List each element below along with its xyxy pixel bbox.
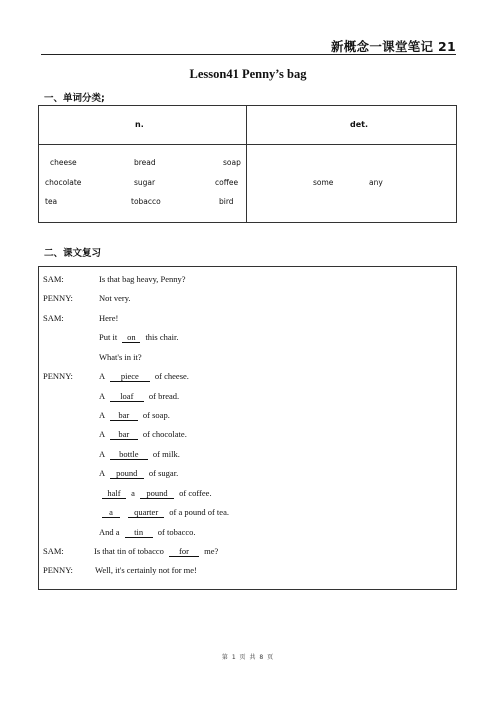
fill-blank-answer: a: [102, 507, 120, 518]
speaker-label: PENNY:: [43, 371, 73, 381]
speaker-label: PENNY:: [43, 565, 73, 575]
page-footer: 第 1 页 共 8 页: [221, 654, 275, 661]
line-text: A: [99, 468, 107, 478]
line-text: Here!: [99, 313, 119, 323]
dialogue-line: [99, 332, 179, 343]
noun-cheese: cheese: [50, 158, 77, 167]
line-text: Is that tin of tobacco: [94, 546, 166, 556]
dialogue-line: [99, 488, 212, 499]
line-text: A: [99, 449, 107, 459]
line-text: of tobacco.: [155, 527, 196, 537]
line-text: of coffee.: [177, 488, 212, 498]
line-text: of cheese.: [152, 371, 189, 381]
table-header-rule: [39, 144, 456, 145]
dialogue-line: [99, 449, 180, 460]
speaker-label: SAM:: [43, 313, 64, 323]
dialogue-line: [99, 429, 187, 440]
vocab-table: [38, 105, 457, 223]
fill-blank-answer: piece: [110, 371, 150, 382]
line-text: Not very.: [99, 293, 131, 303]
fill-blank-answer: quarter: [128, 507, 164, 518]
col-header-det: det.: [350, 120, 369, 129]
det-any: any: [369, 178, 383, 187]
noun-bird: bird: [219, 197, 234, 206]
line-text: this chair.: [143, 332, 179, 342]
line-text: A: [99, 371, 107, 381]
noun-tea: tea: [45, 197, 58, 206]
dialogue-line: [94, 546, 218, 557]
line-text: A: [99, 391, 107, 401]
noun-chocolate: chocolate: [45, 178, 82, 187]
line-text: Put it: [99, 332, 120, 342]
line-text: And a: [99, 527, 122, 537]
section2-heading: 二、课文复习: [44, 248, 102, 259]
dialogue-line: [99, 410, 170, 421]
noun-soap: soap: [223, 158, 241, 167]
noun-tobacco: tobacco: [131, 197, 161, 206]
fill-blank-answer: bar: [110, 429, 138, 440]
speaker-label: SAM:: [43, 546, 64, 556]
det-some: some: [313, 178, 334, 187]
dialogue-line: [99, 527, 196, 538]
line-text: of a pound of tea.: [167, 507, 229, 517]
line-text: me?: [202, 546, 219, 556]
fill-blank-answer: for: [169, 546, 199, 557]
fill-blank-answer: pound: [110, 468, 144, 479]
table-divider: [246, 106, 247, 222]
dialogue-line: [99, 293, 131, 303]
noun-bread: bread: [134, 158, 156, 167]
line-text: What's in it?: [99, 352, 142, 362]
fill-blank-answer: pound: [140, 488, 174, 499]
fill-blank-answer: tin: [125, 527, 153, 538]
section1-heading: 一、单词分类;: [44, 93, 105, 104]
dialogue-line: [99, 352, 142, 362]
dialogue-line: [99, 274, 186, 284]
line-text: of bread.: [146, 391, 180, 401]
dialogue-line: [99, 468, 178, 479]
dialogue-line: [99, 391, 179, 402]
line-text: of sugar.: [146, 468, 179, 478]
text-review-box: [38, 266, 457, 590]
line-text: of chocolate.: [140, 429, 187, 439]
line-text: of milk.: [150, 449, 180, 459]
dialogue-line: [99, 507, 229, 518]
fill-blank-answer: on: [122, 332, 140, 343]
line-text: of soap.: [140, 410, 170, 420]
dialogue-line: [99, 313, 118, 323]
fill-blank-answer: half: [102, 488, 126, 499]
col-header-n: n.: [135, 120, 144, 129]
speaker-label: SAM:: [43, 274, 64, 284]
fill-blank-answer: loaf: [110, 391, 144, 402]
lesson-title: Lesson41 Penny’s bag: [189, 67, 307, 81]
fill-blank-answer: bar: [110, 410, 138, 421]
line-text: A: [99, 429, 107, 439]
noun-sugar: sugar: [134, 178, 156, 187]
dialogue-line: [95, 565, 197, 575]
line-text: [123, 507, 125, 517]
header-rule: [41, 54, 456, 55]
line-text: a: [129, 488, 138, 498]
noun-coffee: coffee: [215, 178, 239, 187]
line-text: A: [99, 410, 107, 420]
header-title: 新概念一课堂笔记 21: [330, 39, 456, 54]
dialogue-line: [99, 371, 189, 382]
fill-blank-answer: bottle: [110, 449, 148, 460]
speaker-label: PENNY:: [43, 293, 73, 303]
line-text: Is that bag heavy, Penny?: [99, 274, 186, 284]
line-text: Well, it's certainly not for me!: [95, 565, 197, 575]
